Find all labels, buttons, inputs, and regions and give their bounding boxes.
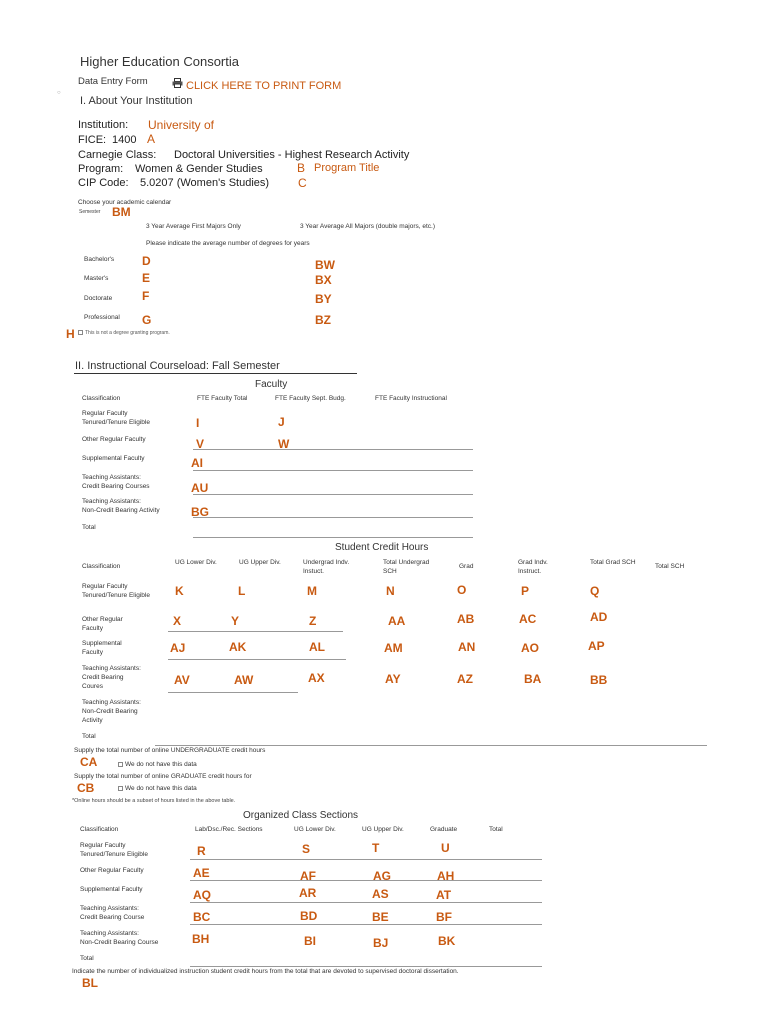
online-grad-field[interactable]: CB: [77, 781, 95, 795]
row-divider: [190, 924, 542, 925]
collapse-icon[interactable]: ○: [57, 90, 61, 96]
row-divider: [155, 745, 707, 746]
sch-field[interactable]: L: [238, 584, 246, 598]
ocs-field[interactable]: AS: [372, 887, 389, 901]
ocs-field[interactable]: AR: [299, 886, 317, 900]
row-divider: [168, 631, 343, 632]
row-divider: [190, 966, 542, 967]
sch-field[interactable]: AW: [234, 673, 254, 687]
ocs-row-label: Teaching Assistants: Credit Bearing Course: [80, 905, 145, 921]
ocs-header: Graduate: [430, 826, 458, 833]
no-degree-checkbox[interactable]: [78, 330, 170, 336]
calendar-prompt: Choose your academic calendar: [78, 199, 172, 206]
ocs-row-label: Total: [80, 955, 94, 962]
section-2-underline: [74, 373, 357, 374]
ocs-field[interactable]: U: [441, 841, 450, 855]
sch-header: Total Undergrad SCH: [383, 559, 430, 575]
faculty-row-label: Total: [82, 524, 96, 531]
ocs-field[interactable]: S: [302, 842, 311, 856]
faculty-header: FTE Faculty Instructional: [375, 395, 447, 402]
degrees-instruction: Please indicate the average number of degrees for years: [146, 240, 310, 247]
degrees-col2-header: 3 Year Average All Majors (double majors, etc.): [300, 223, 436, 230]
faculty-row-label: Supplemental Faculty: [82, 455, 145, 462]
sch-field[interactable]: BB: [590, 673, 608, 687]
sch-header: Total Grad SCH: [590, 559, 636, 566]
sch-field[interactable]: AK: [229, 640, 247, 654]
sch-field[interactable]: AZ: [457, 672, 473, 686]
degree-first-field[interactable]: D: [142, 254, 151, 268]
row-divider: [190, 880, 542, 881]
degree-all-field[interactable]: BY: [315, 292, 332, 306]
sch-field[interactable]: M: [307, 584, 317, 598]
sch-field[interactable]: AM: [384, 641, 403, 655]
fice-value: 1400: [112, 134, 137, 146]
sch-field[interactable]: X: [173, 614, 182, 628]
sch-header: Classification: [82, 563, 121, 570]
sch-field[interactable]: Z: [309, 614, 317, 628]
ocs-field[interactable]: AT: [436, 888, 452, 902]
sch-header: Undergrad Indv. Instuct.: [303, 559, 350, 575]
sch-row-label: Regular Faculty Tenured/Tenure Eligible: [82, 583, 150, 599]
ocs-header: Classification: [80, 826, 119, 833]
faculty-header: FTE Faculty Total: [197, 395, 248, 402]
sch-title: Student Credit Hours: [335, 542, 429, 553]
checkbox-icon: [78, 330, 83, 335]
sch-row-label: Teaching Assistants: Non-Credit Bearing Activity: [82, 699, 141, 724]
sch-row-label: Supplemental Faculty: [82, 640, 122, 656]
ocs-row-label: Other Regular Faculty: [80, 867, 144, 874]
sch-field[interactable]: AJ: [170, 641, 186, 655]
sch-field[interactable]: AC: [519, 612, 537, 626]
dissertation-field[interactable]: BL: [82, 976, 98, 990]
degree-first-field[interactable]: E: [142, 271, 151, 285]
ocs-field[interactable]: BC: [193, 910, 211, 924]
faculty-header: Classification: [82, 395, 121, 402]
faculty-field[interactable]: BG: [191, 505, 209, 519]
fice-label: FICE:: [78, 134, 107, 146]
sch-field[interactable]: Y: [231, 614, 240, 628]
sch-header: Total SCH: [655, 563, 685, 570]
online-grad-prompt: Supply the total number of online GRADUATE credit hours for: [74, 773, 252, 780]
faculty-field[interactable]: AU: [191, 481, 209, 495]
online-ug-field[interactable]: CA: [80, 755, 98, 769]
ocs-field[interactable]: T: [372, 841, 380, 855]
print-form-link[interactable]: CLICK HERE TO PRINT FORM: [186, 80, 342, 92]
carnegie-label: Carnegie Class:: [78, 149, 157, 161]
degree-all-field[interactable]: BW: [315, 258, 335, 272]
printer-icon[interactable]: [172, 75, 183, 85]
page-title: Higher Education Consortia: [80, 54, 239, 69]
sch-field[interactable]: AL: [309, 640, 325, 654]
sch-field[interactable]: AA: [388, 614, 406, 628]
program-title-link[interactable]: Program Title: [314, 162, 380, 174]
faculty-row-label: Other Regular Faculty: [82, 436, 146, 443]
sch-field[interactable]: Q: [590, 584, 600, 598]
online-ug-prompt: Supply the total number of online UNDERGRADUATE credit hours: [74, 747, 266, 754]
faculty-field[interactable]: J: [278, 415, 285, 429]
sch-field[interactable]: AN: [458, 640, 476, 654]
degree-all-field[interactable]: BZ: [315, 313, 331, 327]
ocs-title: Organized Class Sections: [243, 810, 359, 821]
faculty-header: FTE Faculty Sept. Budg.: [275, 395, 346, 402]
ocs-field[interactable]: BI: [304, 934, 316, 948]
sch-field[interactable]: AB: [457, 612, 475, 626]
faculty-title: Faculty: [255, 379, 288, 390]
ocs-field[interactable]: BF: [436, 910, 452, 924]
sch-header: Grad Indv. Instruct.: [518, 559, 548, 575]
fice-marker: A: [147, 132, 156, 146]
degree-first-field[interactable]: F: [142, 289, 150, 303]
ocs-field[interactable]: BJ: [373, 936, 389, 950]
sch-field[interactable]: N: [386, 584, 395, 598]
cip-value: 5.0207 (Women's Studies): [140, 177, 270, 189]
ocs-field[interactable]: AE: [193, 866, 210, 880]
no-degree-text: This is not a degree granting program.: [85, 330, 170, 336]
row-divider: [168, 692, 298, 693]
checkbox-icon: [118, 786, 123, 791]
degree-row-label: Master's: [84, 275, 109, 282]
online-ug-nodata-label: We do not have this data: [125, 761, 197, 768]
ocs-row-label: Regular Faculty Tenured/Tenure Eligible: [80, 842, 148, 858]
ocs-row-label: Teaching Assistants: Non-Credit Bearing Course: [80, 930, 159, 946]
sch-header: UG Lower Div.: [175, 559, 217, 566]
ocs-field[interactable]: BE: [372, 910, 389, 924]
faculty-field[interactable]: W: [278, 437, 290, 451]
sch-field[interactable]: AV: [174, 673, 190, 687]
row-divider: [193, 494, 473, 495]
degrees-col1-header: 3 Year Average First Majors Only: [146, 223, 241, 230]
ocs-field[interactable]: R: [197, 844, 206, 858]
institution-value: University of: [148, 118, 215, 132]
sch-row-label: Teaching Assistants: Credit Bearing Coures: [82, 665, 141, 690]
row-divider: [193, 449, 473, 450]
cip-marker: C: [298, 176, 307, 190]
row-divider: [190, 902, 542, 903]
sch-row-label: Other Regular Faculty: [82, 616, 123, 632]
ocs-field[interactable]: AH: [437, 869, 455, 883]
ocs-field[interactable]: AF: [300, 869, 316, 883]
cip-label: CIP Code:: [78, 177, 129, 189]
program-marker: B: [297, 161, 306, 175]
institution-label: Institution:: [78, 119, 129, 131]
faculty-field[interactable]: I: [196, 416, 200, 430]
sch-header: UG Upper Div.: [239, 559, 281, 566]
program-value: Women & Gender Studies: [135, 163, 263, 175]
ocs-header: Lab/Dsc./Rec. Sections: [195, 826, 263, 833]
sch-field[interactable]: AD: [590, 610, 608, 624]
no-degree-marker: H: [66, 327, 75, 341]
ocs-field[interactable]: AG: [373, 869, 391, 883]
degree-row-label: Professional: [84, 314, 120, 321]
ocs-field[interactable]: BH: [192, 932, 210, 946]
ocs-header: UG Lower Div.: [294, 826, 336, 833]
carnegie-value: Doctoral Universities - Highest Research Activity: [174, 149, 410, 161]
sch-row-label: Total: [82, 733, 96, 740]
form-label: Data Entry Form: [78, 76, 148, 87]
degree-row-label: Bachelor's: [84, 256, 115, 263]
row-divider: [193, 470, 473, 471]
online-ug-nodata-checkbox[interactable]: [118, 761, 197, 768]
sch-field[interactable]: K: [175, 584, 184, 598]
ocs-field[interactable]: AQ: [193, 888, 211, 902]
section-2-title: II. Instructional Courseload: Fall Semester: [75, 360, 280, 372]
dissertation-prompt: Indicate the number of individualized instruction student credit hours from the total that are devoted to supervised doctoral dissertation.: [72, 968, 459, 975]
semester-label[interactable]: Semester: [79, 209, 101, 215]
ocs-header: UG Upper Div.: [362, 826, 404, 833]
sch-header: Grad: [459, 563, 474, 570]
sch-field[interactable]: P: [521, 584, 530, 598]
faculty-field[interactable]: AI: [191, 456, 203, 470]
section-1-title: I. About Your Institution: [80, 95, 193, 107]
row-divider: [193, 517, 473, 518]
online-grad-nodata-label: We do not have this data: [125, 785, 197, 792]
sch-field[interactable]: AO: [521, 641, 539, 655]
degree-row-label: Doctorate: [84, 295, 113, 302]
program-label: Program:: [78, 163, 124, 175]
sch-field[interactable]: BA: [524, 672, 542, 686]
online-note: *Online hours should be a subset of hours listed in the above table.: [72, 798, 236, 804]
ocs-row-label: Supplemental Faculty: [80, 886, 143, 893]
ocs-field[interactable]: BK: [438, 934, 456, 948]
ocs-header: Total: [489, 826, 503, 833]
faculty-row-label: Regular Faculty Tenured/Tenure Eligible: [82, 410, 150, 426]
sch-field[interactable]: AY: [385, 672, 401, 686]
sch-field[interactable]: O: [457, 583, 467, 597]
row-divider: [193, 537, 473, 538]
faculty-field[interactable]: V: [196, 437, 205, 451]
sch-field[interactable]: AX: [308, 671, 325, 685]
row-divider: [168, 659, 346, 660]
checkbox-icon: [118, 762, 123, 767]
degree-first-field[interactable]: G: [142, 313, 152, 327]
ocs-field[interactable]: BD: [300, 909, 318, 923]
degree-all-field[interactable]: BX: [315, 273, 332, 287]
faculty-row-label: Teaching Assistants: Non-Credit Bearing Activity: [82, 498, 160, 514]
row-divider: [190, 859, 542, 860]
semester-marker: BM: [112, 205, 131, 219]
sch-field[interactable]: AP: [588, 639, 605, 653]
faculty-row-label: Teaching Assistants: Credit Bearing Courses: [82, 474, 150, 490]
online-grad-nodata-checkbox[interactable]: [118, 785, 197, 792]
